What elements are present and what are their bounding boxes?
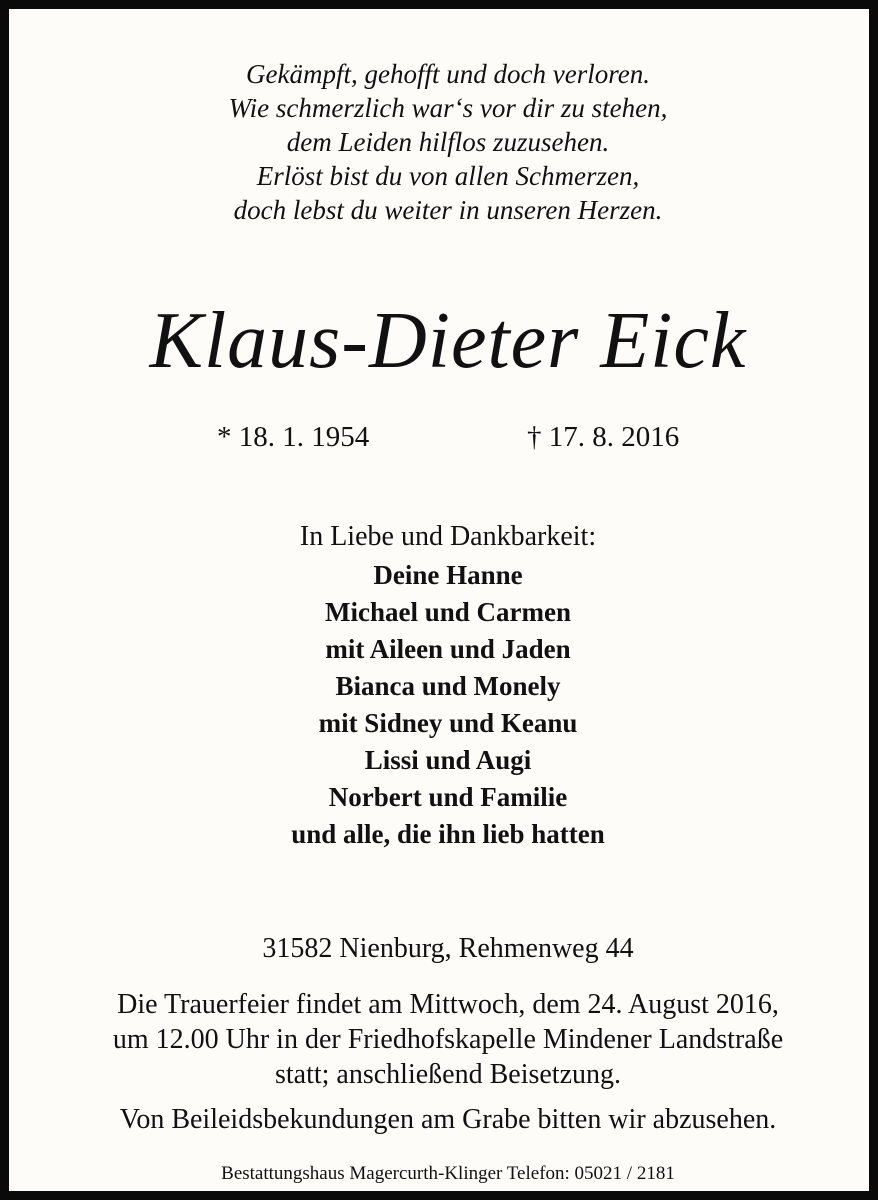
poem-line: Erlöst bist du von allen Schmerzen, — [256, 161, 640, 191]
poem-line: doch lebst du weiter in unseren Herzen. — [233, 195, 663, 225]
mourner: Bianca und Monely — [335, 671, 561, 701]
mourner: Norbert und Familie — [328, 782, 568, 812]
poem-line: Gekämpft, gehofft und doch verloren. — [246, 59, 650, 89]
birth-date: * 18. 1. 1954 — [217, 421, 370, 453]
deceased-name: Klaus-Dieter Eick — [149, 297, 747, 385]
mourner: Deine Hanne — [373, 560, 523, 590]
undertaker-contact: Bestattungshaus Magercurth-Klinger Telefon: 05021 / 2181 — [221, 1163, 675, 1184]
mourner: und alle, die ihn lieb hatten — [291, 819, 605, 849]
death-date: † 17. 8. 2016 — [527, 421, 680, 453]
life-dates — [9, 419, 878, 455]
mourners-list — [9, 557, 878, 853]
poem — [9, 57, 878, 227]
mourner: mit Aileen und Jaden — [325, 634, 571, 664]
poem-line: dem Leiden hilflos zuzusehen. — [286, 127, 610, 157]
mourner: mit Sidney und Keanu — [318, 708, 578, 738]
ceremony-notice — [9, 987, 878, 1092]
mourner: Lissi und Augi — [364, 745, 532, 775]
family-address: 31582 Nienburg, Rehmenweg 44 — [262, 933, 634, 964]
ceremony-line: Die Trauerfeier findet am Mittwoch, dem 24. August 2016, — [117, 989, 779, 1020]
family-intro: In Liebe und Dankbarkeit: — [299, 521, 597, 552]
ceremony-line: statt; anschließend Beisetzung. — [274, 1059, 622, 1090]
poem-line: Wie schmerzlich war‘s vor dir zu stehen, — [228, 93, 668, 123]
condolence-note: Von Beileidsbekundungen am Grabe bitten wir abzusehen. — [119, 1104, 777, 1135]
mourner: Michael und Carmen — [325, 597, 571, 627]
ceremony-line: um 12.00 Uhr in der Friedhofskapelle Mindener Landstraße — [112, 1024, 784, 1055]
